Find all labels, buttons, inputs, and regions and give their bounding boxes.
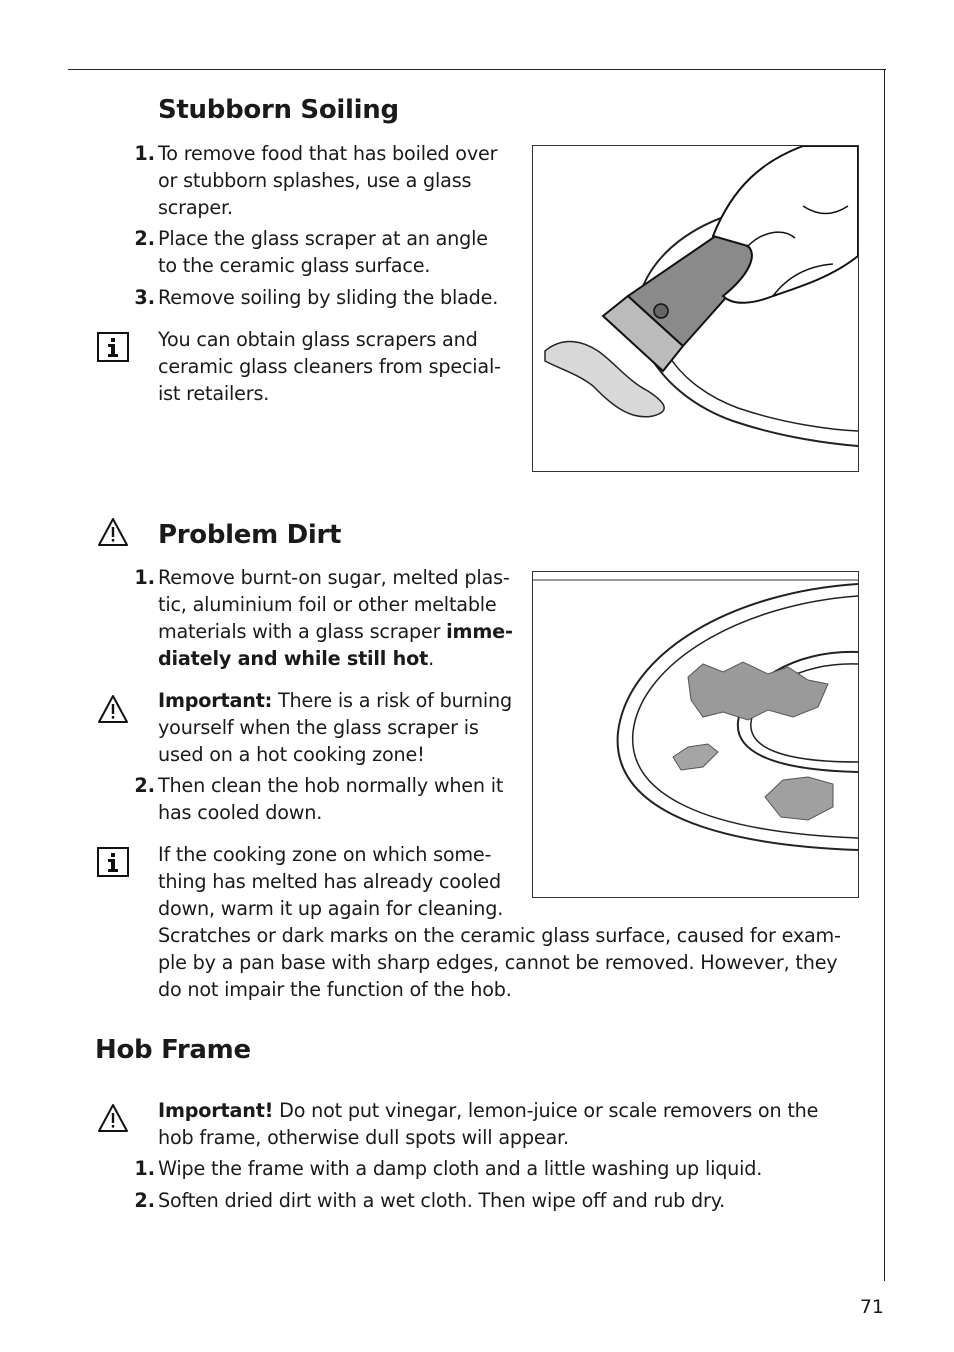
section-title-hob-frame: Hob Frame [95,1035,251,1065]
step-number: 1. [134,566,155,589]
step-number: 1. [134,142,155,165]
step-text: Soften dried dirt with a wet cloth. Then wipe off and rub dry. [158,1189,726,1212]
section-title-problem-dirt: Problem Dirt [158,520,342,550]
warning-text: Important: There is a risk of burning yourself when the glass scraper is used on a hot cooking zone! [158,689,512,766]
step-number: 2. [134,774,155,797]
step-text: Place the glass scraper at an angle to the ceramic glass surface. [158,227,488,277]
top-rule [68,69,886,70]
step-text: Remove soiling by sliding the blade. [158,286,499,309]
page-number: 71 [859,1296,884,1318]
step-number: 2. [134,1189,155,1212]
cooking-zone-dirt-illustration [532,571,859,898]
section-title-stubborn-soiling: Stubborn Soiling [158,95,399,125]
step-number: 1. [134,1157,155,1180]
step-text: To remove food that has boiled over or stubborn splashes, use a glass scraper. [158,142,498,219]
warning-triangle-icon [97,694,129,724]
step-number: 2. [134,227,155,250]
warning-text: Important! Do not put vinegar, lemon-juice or scale removers on the hob frame, otherwise dull spots will appear. [158,1099,819,1149]
step-text: Remove burnt-on sugar, melted plas- tic, aluminium foil or other meltable materials with a glass scraper imme- diately and while still hot. [158,566,513,670]
info-text: You can obtain glass scrapers and ceramic glass cleaners from special- ist retailers. [158,328,501,405]
step-number: 3. [134,286,155,309]
glass-scraper-illustration [532,145,859,472]
right-rule [884,69,885,1281]
warning-triangle-icon [97,1103,129,1133]
warning-triangle-icon [97,517,129,547]
info-text: If the cooking zone on which some- thing has melted has already cooled down, warm it up again for cleaning. Scratches or dark marks on the ceramic glass surface, caused for exam- ple by a pan base with sharp edges, cannot be removed. However, they do not impair the function of the hob. [158,843,841,1001]
info-icon [97,847,129,877]
info-icon [97,332,129,362]
step-text: Then clean the hob normally when it has cooled down. [158,774,504,824]
step-text: Wipe the frame with a damp cloth and a little washing up liquid. [158,1157,763,1180]
